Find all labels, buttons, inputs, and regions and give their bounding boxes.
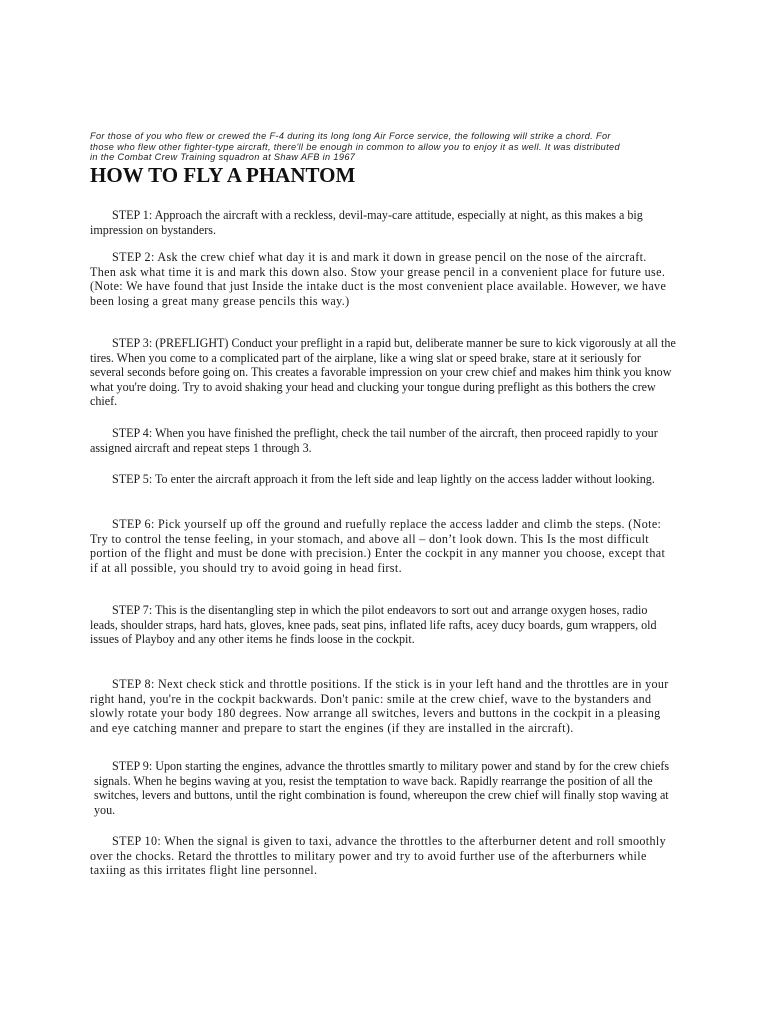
step-5-paragraph: STEP 5: To enter the aircraft approach it from the left side and leap lightly on the access ladder without looking. [112,472,655,486]
step-9-paragraph: STEP 9: Upon starting the engines, advance the throttles smartly to military power and stand by for the crew chiefs signals. When he begins waving at you, resist the temptation to wave back. Rapidly rearrange the position of all the switches, levers and buttons, until the right combination is found, whereupon the crew chief will finally stop waving at you. [94,759,670,817]
step-8-paragraph: STEP 8: Next check stick and throttle positions. If the stick is in your left hand and the throttles are in your right hand, you're in the cockpit backwards. Don't panic: smile at the crew chief, wave to the bystanders and slowly rotate your body 180 degrees. Now arrange all switches, levers and buttons in the cockpit in a pleasing and eye catching manner and prepare to start the engines (if they are installed in the aircraft). [90,677,669,735]
step-6-paragraph: STEP 6: Pick yourself up off the ground and ruefully replace the access ladder and climb the steps. (Note: Try to control the tense feeling, in your stomach, and above all – don’t look down. This Is the most difficult portion of the flight and must be done with precision.) Enter the cockpit in any manner you choose, except that if at all possible, you should try to avoid going in head first. [90,517,666,575]
intro-paragraph: For those of you who flew or crewed the F-4 during its long long Air Force service, the following will strike a chord. For those who flew other fighter-type aircraft, there'll be enough in common to allow you to enjoy it as well. It was distributed in the Combat Crew Training squadron at Shaw AFB in 1967 [90,131,620,163]
step-4-paragraph: STEP 4: When you have finished the preflight, check the tail number of the aircraft, then proceed rapidly to your assigned aircraft and repeat steps 1 through 3. [90,426,658,455]
step-2-paragraph: STEP 2: Ask the crew chief what day it is and mark it down in grease pencil on the nose of the aircraft. Then ask what time it is and mark this down also. Stow your grease pencil in a convenient place for future use. (Note: We have found that just Inside the intake duct is the most convenient place available. However, we have been losing a great many grease pencils this way.) [90,250,667,308]
step-10-paragraph: STEP 10: When the signal is given to taxi, advance the throttles to the afterburner detent and roll smoothly over the chocks. Retard the throttles to military power and try to avoid further use of the afterburners while taxiing as this irritates flight line personnel. [90,834,667,878]
step-3-paragraph: STEP 3: (PREFLIGHT) Conduct your preflight in a rapid but, deliberate manner be sure to kick vigorously at all the tires. When you come to a complicated part of the airplane, like a wing slat or speed brake, stare at it seriously for several seconds before going on. This creates a favorable impression on your crew chief and makes him think you know what you're doing. Try to avoid shaking your head and clucking your tongue during preflight as this bothers the crew chief. [90,336,676,409]
step-1-paragraph: STEP 1: Approach the aircraft with a reckless, devil-may-care attitude, especially at night, as this makes a big impression on bystanders. [90,208,643,237]
page-title: HOW TO FLY A PHANTOM [90,163,356,187]
step-7-paragraph: STEP 7: This is the disentangling step in which the pilot endeavors to sort out and arrange oxygen hoses, radio leads, shoulder straps, hard hats, gloves, knee pads, seat pins, inflated life rafts, acey ducy boards, gum wrappers, old issues of Playboy and any other items he finds loose in the cockpit. [90,603,657,647]
